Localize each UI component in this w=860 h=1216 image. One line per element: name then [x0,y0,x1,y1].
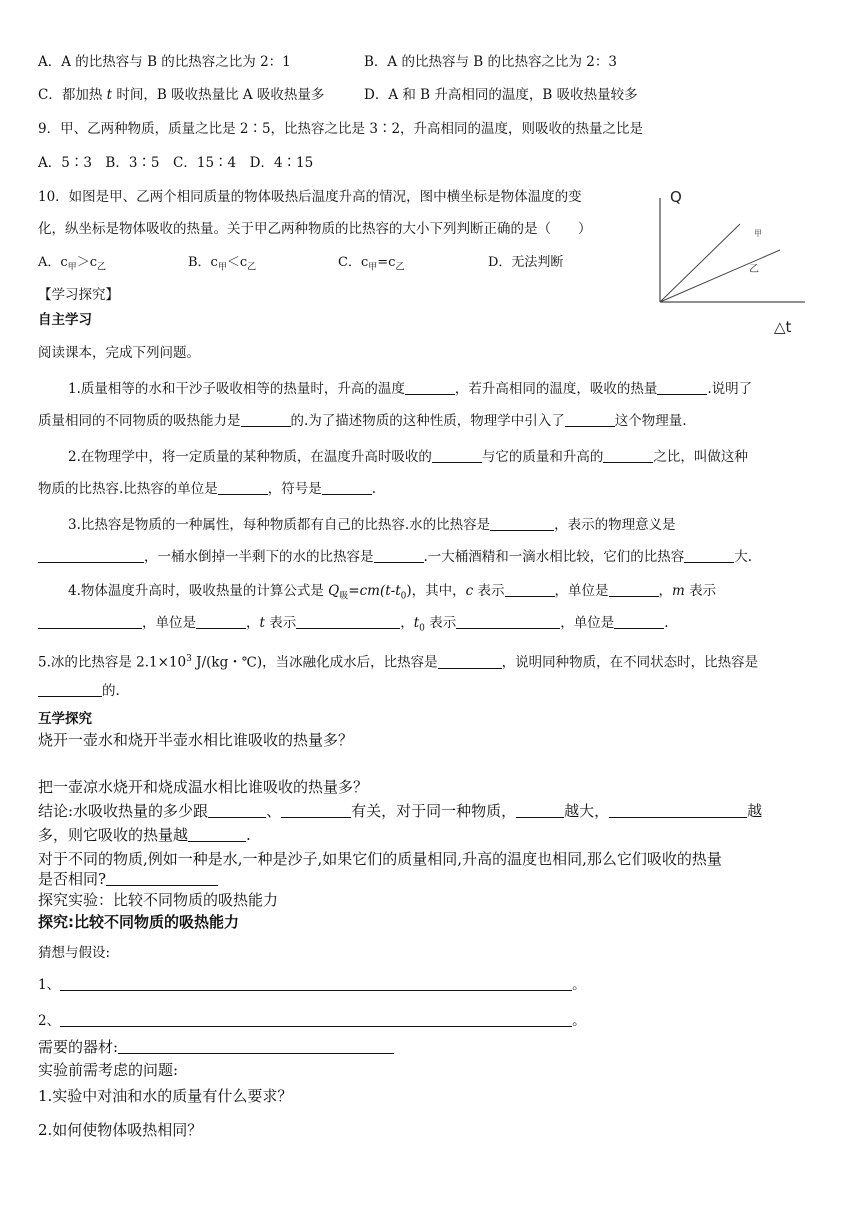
p1-blank-2[interactable] [657,380,707,395]
conclusion-blank-2[interactable] [281,803,351,818]
p3-blank-3[interactable] [374,548,424,563]
p1-blank-4[interactable] [565,412,615,427]
p4-blank-5[interactable] [296,614,400,629]
mutual-question-1: 烧开一壶水和烧开半壶水相比谁吸收的热量多？ [38,731,354,749]
p2-line2: 物质的比热容.比热容的单位是 ，符号是 . [38,481,377,497]
q8-option-c: C．都加热 t 时间，B 吸收热量比 A 吸收热量多 [38,87,325,103]
q9-options: A．5∶3 B．3∶5 C．15∶4 D．4∶15 [38,155,314,171]
self-study-intro: 阅读课本，完成下列问题。 [38,345,200,361]
explore-heading: 探究:比较不同物质的吸热能力 [38,913,239,931]
p1-line2: 质量相同的不同物质的吸热能力是 的.为了描述物质的这种性质，物理学中引入了 这个物理量. [38,413,687,429]
p5-line2: 的. [38,682,120,700]
p4-line2: ，单位是 ，t 表示 ，$t_0$ 表示 ，单位是 . [38,614,669,638]
q10-option-c: C．$c_甲=c_乙$ [338,255,405,273]
p3-blank-2[interactable] [38,548,144,563]
p5-line1: 5.冰的比热容是 $2.1\times 10^3$ J/(kg・℃)，当冰融化成水后，比热容是 ，说明同种物质，在不同状态时，比热容是 [38,654,759,671]
q8-option-d: D．A 和 B 升高相同的温度，B 吸收热量较多 [364,87,638,103]
p5-blank-2[interactable] [38,682,102,697]
conclusion-blank-3[interactable] [516,803,564,818]
p5-blank-1[interactable] [438,654,502,669]
q10-options [38,254,564,277]
q10-stem-line1: 10．如图是甲、乙两个相同质量的物体吸热后温度升高的情况，图中横坐标是物体温度的变 [38,189,582,205]
p2-blank-1[interactable] [432,448,482,463]
self-study-heading: 自主学习 [38,312,92,328]
q10-option-a: A．$c_甲>c_乙$ [38,255,106,273]
mutual-question-2: 把一壶凉水烧开和烧成温水相比谁吸收的热量多？ [38,778,369,796]
q10-option-d: D．无法判断 [488,255,564,270]
p1-blank-3[interactable] [241,412,291,427]
graph-line-jia [660,224,740,302]
hypothesis-2-blank[interactable] [60,1012,572,1027]
hypothesis-label: 猜想与假设: [38,945,111,961]
q8-row2 [38,86,638,104]
p4-blank-6[interactable] [456,614,560,629]
p2-blank-3[interactable] [218,480,268,495]
q10-option-b: B．$c_甲<c_乙$ [188,255,257,273]
p3-line2: ，一桶水倒掉一半剩下的水的比热容是 .一大桶酒精和一滴水相比较，它们的比热容 大. [38,548,752,566]
p4-blank-1[interactable] [505,582,555,597]
hypothesis-2: 2、 。 [38,1013,586,1029]
p3-blank-4[interactable] [684,548,734,563]
different-substance-blank[interactable] [106,871,218,886]
q10-graph [640,180,820,340]
graph-label-yi: 乙 [749,264,759,275]
experiment-line: 探究实验：比较不同物质的吸热能力 [38,891,279,909]
p4-blank-3[interactable] [38,614,142,629]
graph-x-label: △t [774,318,792,336]
equipment-blank[interactable] [118,1039,394,1054]
hypothesis-1: 1、 。 [38,977,586,993]
p2-blank-4[interactable] [322,480,372,495]
q10-stem-line2: 化，纵坐标是物体吸收的热量。关于甲乙两种物质的比热容的大小下列判断正确的是（ ） [38,221,592,237]
p2-blank-2[interactable] [603,448,653,463]
p1-line1: 1.质量相等的水和干沙子吸收相等的热量时，升高的温度 ，若升高相同的温度，吸收的热量 .说明了 [68,381,753,397]
q8-option-b: B．A 的比热容与 B 的比热容之比为 2：3 [364,54,617,70]
consideration-2: 2.如何使物体吸热相同？ [38,1121,203,1139]
q8-row1 [38,53,617,71]
graph-y-label: Q [670,188,682,206]
section-heading: 【学习探究】 [38,287,119,303]
conclusion-line1: 结论:水吸收热量的多少跟 、 有关，对于同一种物质， 越大， 越 [38,802,763,820]
p4-blank-4[interactable] [196,614,246,629]
p3-line1: 3.比热容是物质的一种属性，每种物质都有自己的比热容.水的比热容是 ，表示的物理意义是 [68,517,676,533]
conclusion-blank-1[interactable] [208,803,266,818]
q9-stem: 9．甲、乙两种物质，质量之比是 2∶5，比热容之比是 3∶2，升高相同的温度，则吸收的热量之比是 [38,121,644,137]
p4-blank-2[interactable] [609,582,659,597]
p4-line1: 4.物体温度升高时，吸收热量的计算公式是 $Q_吸=cm(t-t_0)$，其中，c 表示 ，单位是 ，m 表示 [68,583,717,602]
mutual-heading: 互学探究 [38,711,92,727]
different-substance-line1: 对于不同的物质,例如一种是水,一种是沙子,如果它们的质量相同,升高的温度也相同,那么它们吸收的热量 [38,850,722,868]
conclusion-line2: 多，则它吸收的热量越 . [38,826,251,844]
considerations-label: 实验前需考虑的问题: [38,1061,179,1079]
consideration-1: 1.实验中对油和水的质量有什么要求？ [38,1087,293,1105]
equipment-line: 需要的器材: [38,1038,394,1056]
different-substance-line2: 是否相同? [38,870,218,888]
p4-blank-7[interactable] [614,614,664,629]
p1-blank-1[interactable] [405,380,455,395]
hypothesis-1-blank[interactable] [60,976,572,991]
graph-label-jia: 甲 [754,229,762,238]
graph-line-yi [660,250,780,302]
conclusion-blank-5[interactable] [188,827,246,842]
p3-blank-1[interactable] [490,516,554,531]
q8-option-a: A．A 的比热容与 B 的比热容之比为 2：1 [38,54,291,70]
conclusion-blank-4[interactable] [609,803,747,818]
p2-line1: 2.在物理学中，将一定质量的某种物质，在温度升高时吸收的 与它的质量和升高的 之比，叫做这种 [68,449,748,465]
